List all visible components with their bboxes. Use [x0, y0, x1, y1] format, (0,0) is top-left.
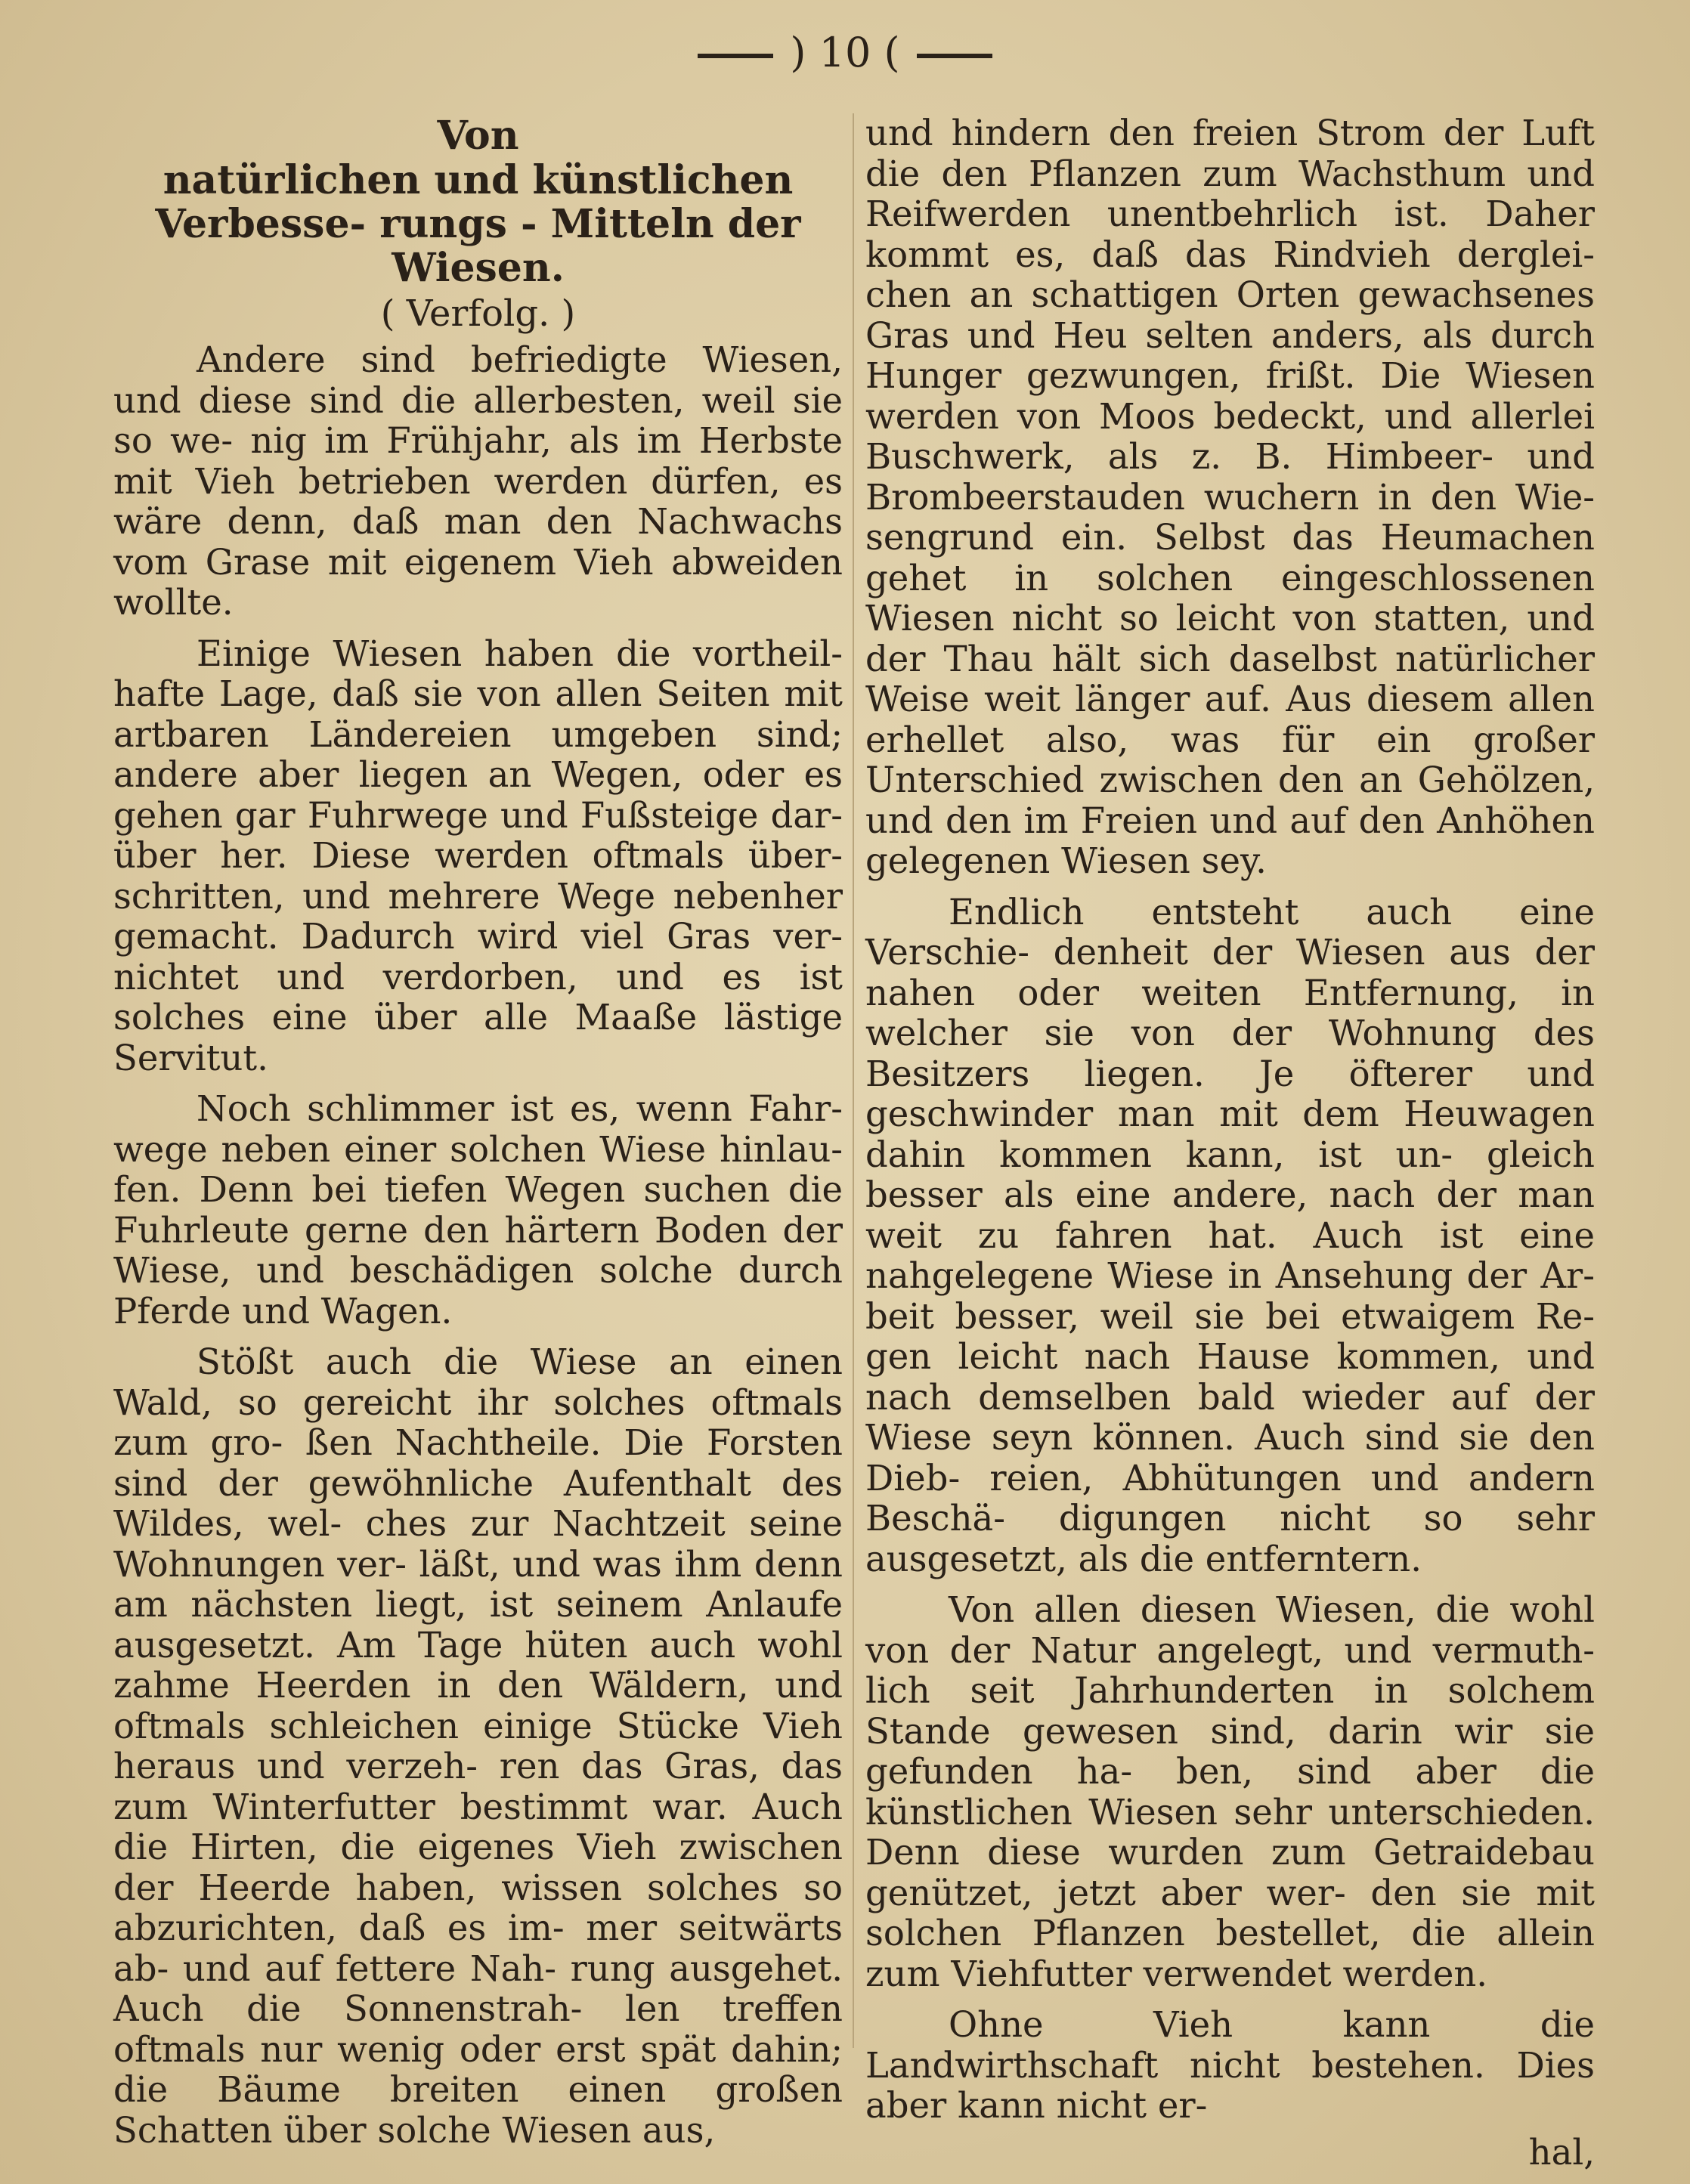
page-number: ) 10 ( — [790, 29, 900, 76]
header-rule-right — [917, 54, 992, 58]
article-subtitle: ( Verfolg. ) — [380, 292, 576, 335]
left-column — [113, 113, 843, 2161]
paragraph: Andere sind befriedigte Wiesen, und diese sind die allerbesten, weil sie so we- nig im Frühjahr, als im Herbste mit Vieh betrieben werden dürfen, es wäre denn, daß man den Nachwachs vom Grase mit eigenem Vieh abweiden wollte. — [113, 339, 843, 623]
catchword: hal, — [1528, 2131, 1595, 2173]
paragraph: Ohne Vieh kann die Landwirthschaft nicht bestehen. Dies aber kann nicht er- — [865, 2004, 1595, 2126]
header-rule-left — [698, 54, 773, 58]
column-divider — [853, 113, 854, 2048]
paragraph: Einige Wiesen haben die vortheil- hafte Lage, daß sie von allen Seiten mit artbaren Ländereien umgeben sind; andere aber liegen an Wegen, oder es gehen gar Fuhrwege und Fußsteige dar- über her. Diese werden oftmals über- schritten, und mehrere Wege nebenher gemacht. Dadurch wird viel Gras ver- nichtet und verdorben, und es ist solches eine über alle Maaße lästige Servitut. — [113, 633, 843, 1078]
paragraph: Noch schlimmer ist es, wenn Fahr- wege neben einer solchen Wiese hinlau- fen. Denn bei tiefen Wegen suchen die Fuhrleute gerne den härtern Boden der Wiese, und beschädigen solche durch Pferde und Wagen. — [113, 1088, 843, 1332]
right-column — [865, 113, 1595, 2173]
paragraph: Stößt auch die Wiese an einen Wald, so gereicht ihr solches oftmals zum gro- ßen Nachtheile. Die Forsten sind der gewöhnliche Aufenthalt des Wildes, wel- ches zur Nachtzeit seine Wohnungen ver- läßt, und was ihm denn am nächsten liegt, ist seinem Anlaufe ausgesetzt. Am Tage hüten auch wohl zahme Heerden in den Wäldern, und oftmals schleichen einige Stücke Vieh heraus und verzeh- ren das Gras, das zum Winterfutter bestimmt war. Auch die Hirten, die eigenes Vieh zwischen der Heerde haben, wissen solches so abzurichten, daß es im- mer seitwärts ab- und auf fettere Nah- rung ausgehet. Auch die Sonnenstrah- len treffen oftmals nur wenig oder erst spät dahin; die Bäume breiten einen großen Schatten über solche Wiesen aus, — [113, 1341, 843, 2151]
paragraph: Von allen diesen Wiesen, die wohl von der Natur angelegt, und vermuth- lich seit Jahrhunderten in solchem Stande gewesen sind, darin wir sie gefunden ha- ben, sind aber die künstlichen Wiesen sehr unterschieden. Denn diese wurden zum Getraidebau genützet, jetzt aber wer- den sie mit solchen Pflanzen bestellet, die allein zum Viehfutter verwendet werden. — [865, 1589, 1595, 1994]
paragraph: und hindern den freien Strom der Luft die den Pflanzen zum Wachsthum und Reifwerden unentbehrlich ist. Daher kommt es, daß das Rindvieh derglei- chen an schattigen Orten gewachsenes Gras und Heu selten anders, als durch Hunger gezwungen, frißt. Die Wiesen werden von Moos bedeckt, und allerlei Buschwerk, als z. B. Himbeer- und Brombeerstauden wuchern in den Wie- sengrund ein. Selbst das Heumachen gehet in solchen eingeschlossenen Wiesen nicht so leicht von statten, und der Thau hält sich daselbst natürlicher Weise weit länger auf. Aus diesem allen erhellet also, was für ein großer Unterschied zwischen den an Gehölzen, und den im Freien und auf den Anhöhen gelegenen Wiesen sey. — [865, 113, 1595, 881]
page-header — [0, 23, 1690, 83]
paragraph: Endlich entsteht auch eine Verschie- denheit der Wiesen aus der nahen oder weiten Entfernung, in welcher sie von der Wohnung des Besitzers liegen. Je öfterer und geschwinder man mit dem Heuwagen dahin kommen kann, ist un- gleich besser als eine andere, nach der man weit zu fahren hat. Auch ist eine nahgelegene Wiese in Ansehung der Ar- beit besser, weil sie bei etwaigem Re- gen leicht nach Hause kommen, und nach demselben bald wieder auf der Wiese seyn können. Auch sind sie den Dieb- reien, Abhütungen und andern Beschä- digungen nicht so sehr ausgesetzt, als die entferntern. — [865, 891, 1595, 1579]
article-title: natürlichen und künstlichen Verbesse- rungs - Mitteln der Wiesen. — [155, 157, 801, 291]
article-title-line1: Von — [437, 113, 519, 159]
